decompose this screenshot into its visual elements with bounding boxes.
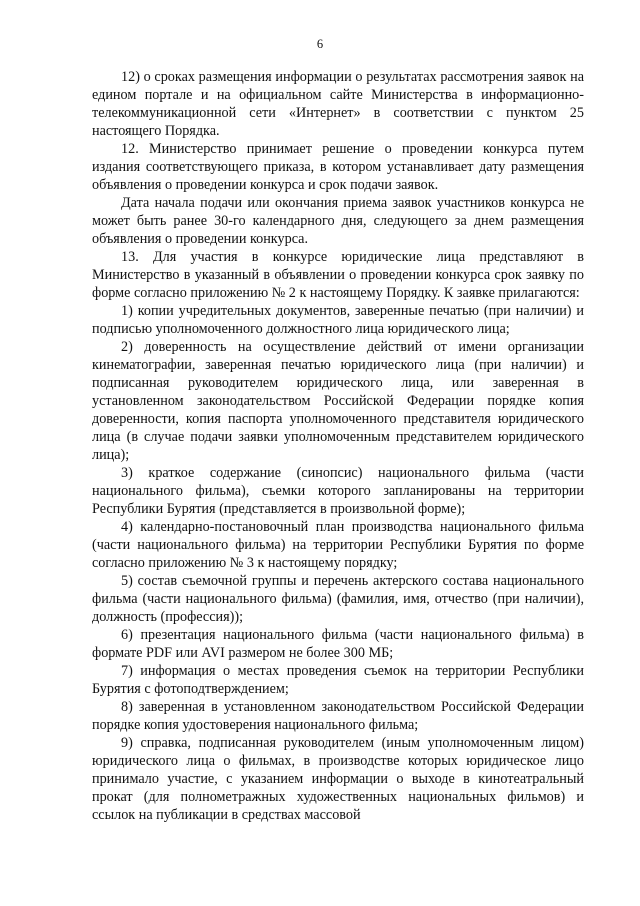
- list-item-9-filmography-certificate: 9) справка, подписанная руководителем (иным уполномоченным лицом) юридического лица о фильмах, в производстве которых юридическое лицо принимало участие, с указанием информации о выходе в кинотеатральный прокат (для полнометражных художественных национальных фильмов) и ссылок на публикации в средствах массовой: [92, 735, 584, 823]
- list-item-8-film-certificate: 8) заверенная в установленном законодательством Российской Федерации порядке копия удостоверения национального фильма;: [92, 699, 584, 733]
- list-item-1-founding-documents: 1) копии учредительных документов, заверенные печатью (при наличии) и подписью уполномоченного должностного лица юридического лица;: [92, 303, 584, 337]
- paragraph-application-start-date: Дата начала подачи или окончания приема заявок участников конкурса не может быть ранее 30-го календарного дня, следующего за днем размещения объявления о проведении конкурса.: [92, 195, 584, 247]
- page-number: 6: [316, 37, 324, 51]
- list-item-2-power-of-attorney: 2) доверенность на осуществление действий от имени организации кинематографии, заверенная печатью юридического лица (при наличии) и подписанная руководителем юридического лица, или заверенная в установленном законодательством Российской Федерации порядке копия доверенности, копия паспорта уполномоченного представителя юридического лица (в случае подачи заявки уполномоченным представителем юридического лица);: [92, 339, 584, 463]
- paragraph-12-ministry-decision: 12. Министерство принимает решение о проведении конкурса путем издания соответствующего приказа, в котором устанавливает дату размещения объявления о проведении конкурса и срок подачи заявок.: [92, 141, 584, 193]
- list-item-5-crew-and-cast: 5) состав съемочной группы и перечень актерского состава национального фильма (части национального фильма) (фамилия, имя, отчество (при наличии), должность (профессия));: [92, 573, 584, 625]
- list-item-3-synopsis: 3) краткое содержание (синопсис) национального фильма (части национального фильма), съемки которого запланированы на территории Республики Бурятия (представляется в произвольной форме);: [92, 465, 584, 517]
- list-item-6-presentation: 6) презентация национального фильма (части национального фильма) в формате PDF или AVI размером не более 300 МБ;: [92, 627, 584, 661]
- paragraph-13-participation: 13. Для участия в конкурсе юридические лица представляют в Министерство в указанный в объявлении о проведении конкурса срок заявку по форме согласно приложению № 2 к настоящему Порядку. К заявке прилагаются:: [92, 249, 584, 301]
- paragraph-item-12-info-deadlines: 12) о сроках размещения информации о результатах рассмотрения заявок на едином портале и на официальном сайте Министерства в информационно-телекоммуникационной сети «Интернет» в соответствии с пунктом 25 настоящего Порядка.: [92, 69, 584, 139]
- list-item-7-filming-locations: 7) информация о местах проведения съемок на территории Республики Бурятия с фотоподтверждением;: [92, 663, 584, 697]
- list-item-4-production-plan: 4) календарно-постановочный план производства национального фильма (части национального фильма) на территории Республики Бурятия по форме согласно приложению № 3 к настоящему порядку;: [92, 519, 584, 571]
- document-body: [92, 68, 584, 824]
